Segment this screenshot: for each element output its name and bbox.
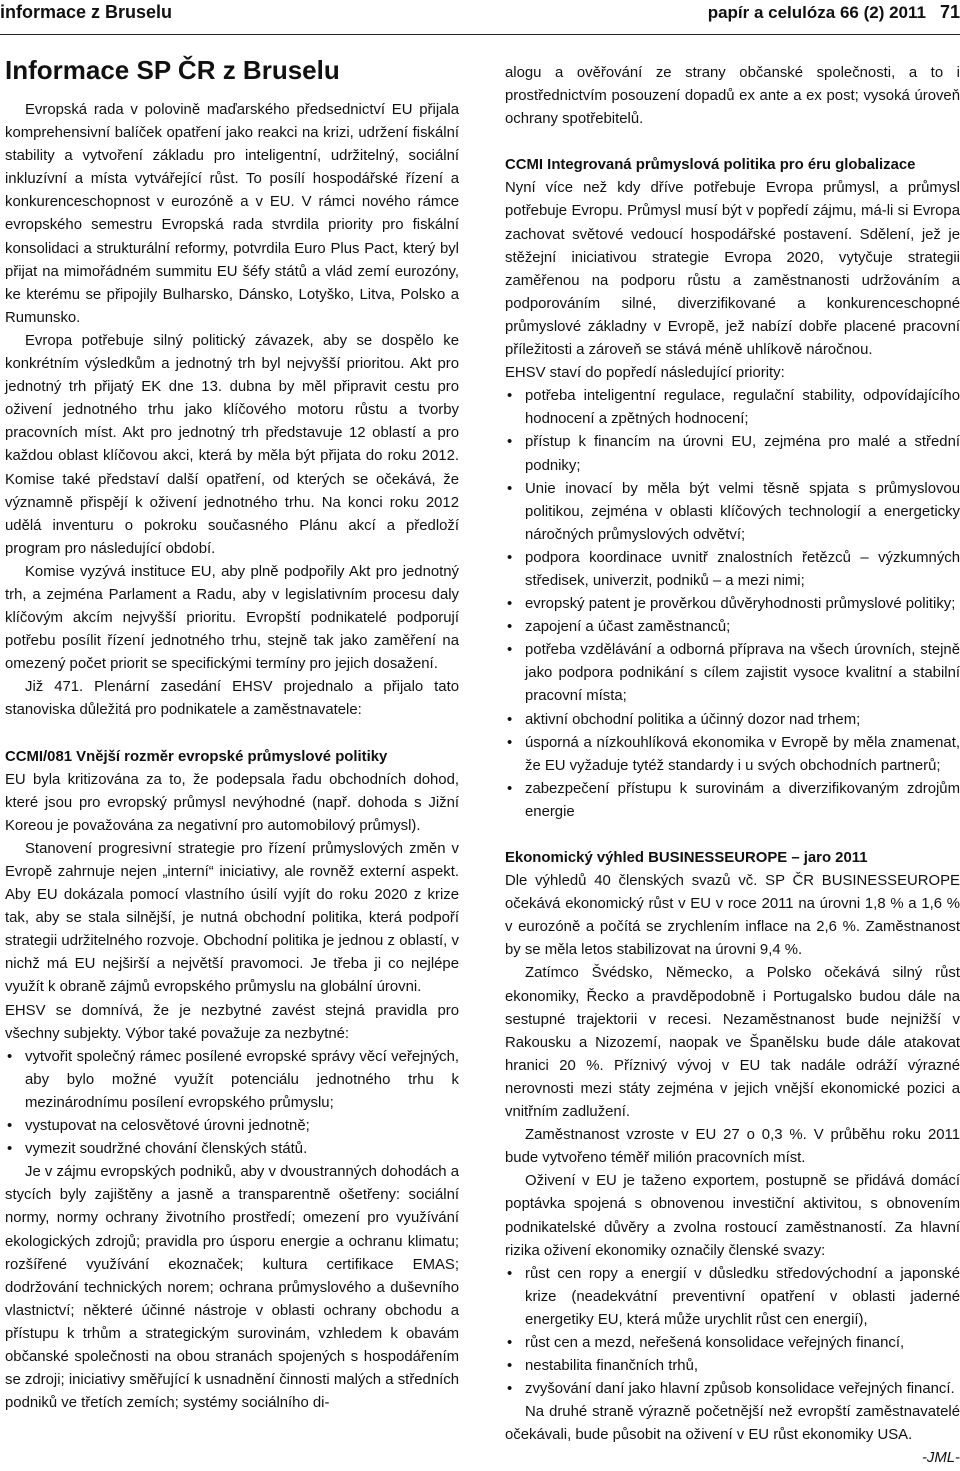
closing-paragraph: [505, 1401, 960, 1467]
list-item: • růst cen a mezd, neřešená konsolidace veřejných financí,: [505, 1332, 960, 1355]
list-item: • potřeba inteligentní regulace, regulační stability, odpovídajícího hodnocení a zpětných hodnocení;: [505, 385, 960, 431]
spacer: [505, 131, 960, 154]
paragraph: Je v zájmu evropských podniků, aby v dvoustranných dohodách a stycích byly zajištěny a jasně a transparentně ošetřeny: sociální normy, normy ochrany životního prostředí; omezení pro využívání ekologických zdrojů; pravidla pro úsporu energie a ochranu klimatu; rozšířené využívání ekoznaček; kultura certifikace EMAS; dodržování technických norem; ochrana průmyslového a duševního vlastnictví; některé účinné nástroje v oblasti ochrany obchodu a přístupu k trhům a strategickým surovinám, vzhledem k obavám občanské společnosti na obou stranách spojených s hospodářením se zdroji; iniciativy směřující k usnadnění činnosti malých a středních podniků ve třetích zemích; systémy sociálního di-: [5, 1164, 459, 1412]
paragraph: Komise vyzývá instituce EU, aby plně podpořily Akt pro jednotný trh, a zejména Parlament a Radu, aby v legislativním procesu daly klíčovým akcím nejvyšší prioritu. Evropští podnikatelé podporují potřebu posílit řízení jednotného trhu, stejně tak jako zaměření na omezený počet priorit se specifickými termíny pro jejich dosažení.: [5, 563, 459, 673]
list-item: • vystupovat na celosvětové úrovni jednotně;: [5, 1115, 459, 1138]
paragraph: EHSV se domnívá, že je nezbytné zavést stejná pravidla pro všechny subjekty. Výbor také považuje za nezbytné:: [5, 1002, 459, 1042]
list-item: • přístup k financím na úrovni EU, zejména pro malé a střední podniky;: [505, 431, 960, 477]
list-item: • úsporná a nízkouhlíková ekonomika v Evropě by měla znamenat, že EU vyžaduje tytéž standardy i u svých obchodních partnerů;: [505, 732, 960, 778]
section-heading-outlook: Ekonomický výhled BUSINESSEUROPE – jaro 2011: [505, 850, 868, 866]
bullet-list: [5, 1046, 459, 1161]
paragraph: Evropa potřebuje silný politický závazek, aby se dospělo ke konkrétním výsledkům a jednotný trh byl nejvyšší prioritou. Akt pro jednotný trh přijatý EK dne 13. dubna by měl připravit cestu pro oživení jednotného trhu jako klíčového motoru růstu a tvorby pracovních míst. Akt pro jednotný trh představuje 12 oblastí a pro každou oblast klíčovou akci, která by měla být přijata do roku 2012. Komise také představí další opatření, od kterých se očekává, že významně přispějí k oživení jednotného trhu. Na konci roku 2012 udělá inventuru o pokroku současného Plánu akcí a předloží program pro následující období.: [5, 332, 459, 557]
article-title: Informace SP ČR z Bruselu: [5, 55, 340, 85]
paragraph-text: Na druhé straně výrazně početnější než evropští zaměstnavatelé očekávali, bude působit na oživení v EU růst ekonomiky USA.: [505, 1404, 960, 1444]
paragraph: Nyní více než kdy dříve potřebuje Evropa průmysl, a průmysl potřebuje Evropu. Průmysl musí být v popředí zájmu, má-li si Evropa zachovat světové vedoucí hospodářské postavení. Sdělení, jež je stěžejní iniciativou strategie Evropa 2020, vytyčuje strategii zaměřenou na podporu růstu a zaměstnanosti udržováním a podporováním silné, diverzifikované a konkurenceschopné průmyslové základny v Evropě, jež nabízí dobře placené pracovní příležitosti a zároveň se stává méně uhlíkově náročnou.: [505, 180, 960, 359]
page-number: 71: [939, 2, 960, 22]
priority-list: [505, 385, 960, 824]
section-name: informace z Bruselu: [0, 2, 173, 22]
paragraph: EHSV staví do popředí následující priority:: [505, 365, 785, 382]
paragraph: Evropská rada v polovině maďarského předsednictví EU přijala komprehensivní balíček opatření jako reakci na krizi, udržení fiskální stability a vytvoření základu pro inteligentní, udržitelný, sociální inkluzívní a místa vytvářející růst. To posílí hospodářské řízení a konkurenceschopnost v eurozóně a v EU. V rámci nového rámce evropského semestru Evropská rada stvrdila priority pro fiskální konsolidaci a strukturální reformy, potvrdila Euro Plus Pact, který byl přijat na mimořádném summitu EU šéfy států a vlád zemí eurozóny, ke kterému se připojily Bulharsko, Dánsko, Lotyško, Litva, Polsko a Rumunsko.: [5, 102, 459, 326]
list-item: • vytvořit společný rámec posílené evropské správy věcí veřejných, aby bylo možné využít potenciálu jednotného trhu k mezinárodnímu posílení evropského průmyslu;: [5, 1046, 459, 1115]
list-item: • aktivní obchodní politika a účinný dozor nad trhem;: [505, 709, 960, 732]
left-column: [5, 55, 459, 1415]
list-item: • podpora koordinace uvnitř znalostních řetězců – výzkumných středisek, univerzit, podniků – a mezi nimi;: [505, 547, 960, 593]
paragraph: Již 471. Plenární zasedání EHSV projednalo a přijalo tato stanoviska důležitá pro podnikatele a zaměstnavatele:: [5, 679, 459, 719]
paragraph: Oživení v EU je taženo exportem, postupně se přidává domácí poptávka spojená s obnovenou investiční aktivitou, s obnovením podnikatelské důvěry a zvolna rostoucí zaměstnaností. Za hlavní rizika oživení ekonomiky označily členské svazy:: [505, 1173, 960, 1259]
section-heading-ccmi081: CCMI/081 Vnější rozměr evropské průmyslové politiky: [5, 748, 388, 765]
spacer: [5, 723, 459, 746]
list-item: • zapojení a účast zaměstnanců;: [505, 616, 960, 639]
list-item: • evropský patent je prověrkou důvěryhodnosti průmyslové politiky;: [505, 593, 960, 616]
journal-issue: papír a celulóza 66 (2) 2011: [707, 3, 926, 22]
list-item: • nestabilita finančních trhů,: [505, 1355, 960, 1378]
list-item: • zvyšování daní jako hlavní způsob konsolidace veřejných financí.: [505, 1378, 960, 1401]
paragraph: Zaměstnanost vzroste v EU 27 o 0,3 %. V průběhu roku 2011 bude vytvořeno téměř milión pracovních míst.: [505, 1127, 960, 1167]
list-item: • zabezpečení přístupu k surovinám a diverzifikovaným zdrojům energie: [505, 778, 960, 824]
list-item: • Unie inovací by měla být velmi těsně spjata s průmyslovou politikou, zejména v oblasti klíčových technologií a energeticky náročných průmyslových odvětví;: [505, 478, 960, 547]
paragraph: alogu a ověřování ze strany občanské společnosti, a to i prostřednictvím posouzení dopadů ex ante a ex post; vysoká úroveň ochrany spotřebitelů.: [505, 65, 960, 128]
paragraph: Zatímco Švédsko, Německo, a Polsko očekává silný růst ekonomiky, Řecko a pravděpodobně i Portugalsko budou dále na sestupné trajektorii v recesi. Nezaměstnanost bude nejnižší v Rakousku a Nizozemí, naopak ve Španělsku bude dále atakovat hranici 20 %. Příznivý vývoj v EU tak nadále odráží výrazné nerovnosti mezi státy zejména v jejich vnější ekonomické pozici a vnitřním zadlužení.: [505, 965, 960, 1121]
paragraph: EU byla kritizována za to, že podepsala řadu obchodních dohod, které jsou pro evropský průmysl nevýhodné (např. dohoda s Jižní Koreou je považována za negativní pro automobilový průmysl).: [5, 771, 459, 834]
author-signature: -JML-: [921, 1450, 960, 1467]
header-rule: [0, 34, 960, 35]
section-heading-ccmi: CCMI Integrovaná průmyslová politika pro éru globalizace: [505, 157, 916, 174]
paragraph: Dle výhledů 40 členských svazů vč. SP ČR BUSINESSEUROPE očekává ekonomický růst v EU v roce 2011 na úrovni 1,8 % a 1,6 % v eurozóně a počítá se zrychlením inflace na 2,6 %. Zaměstnanost by se měla letos stabilizovat na úrovni 9,4 %.: [505, 873, 960, 959]
right-column: [505, 62, 960, 1471]
list-item: • růst cen ropy a energií v důsledku středovýchodní a japonské krize (neadekvátní preventivní opatření v oblasti jaderné energetiky EU, která může urychlit růst cen energií),: [505, 1263, 960, 1332]
paragraph: Stanovení progresivní strategie pro řízení průmyslových změn v Evropě zahrnuje nejen „interní“ iniciativy, ale rovněž externí aspekt. Aby EU dokázala pomocí vlastního úsilí vyjít do roku 2020 z krize tak, aby se stala silnější, je nutná obchodní politika, která podpoří strategii udržitelného rozvoje. Obchodní politika je jednou z oblastí, v nichž má EU nejširší a největší pravomoci. Je třeba ji co nejlépe využít k obraně zájmů evropského průmyslu na globální úrovni.: [5, 840, 459, 996]
list-item: • vymezit soudržné chování členských států.: [5, 1138, 459, 1161]
risk-list: [505, 1263, 960, 1402]
journal-info: [708, 2, 960, 23]
spacer: [505, 824, 960, 847]
page-header: [0, 0, 960, 30]
list-item: • potřeba vzdělávání a odborná příprava na všech úrovních, stejně jako podpora podnikání s cílem zajistit vysoce kvalitní a stabilní pracovní místa;: [505, 639, 960, 708]
